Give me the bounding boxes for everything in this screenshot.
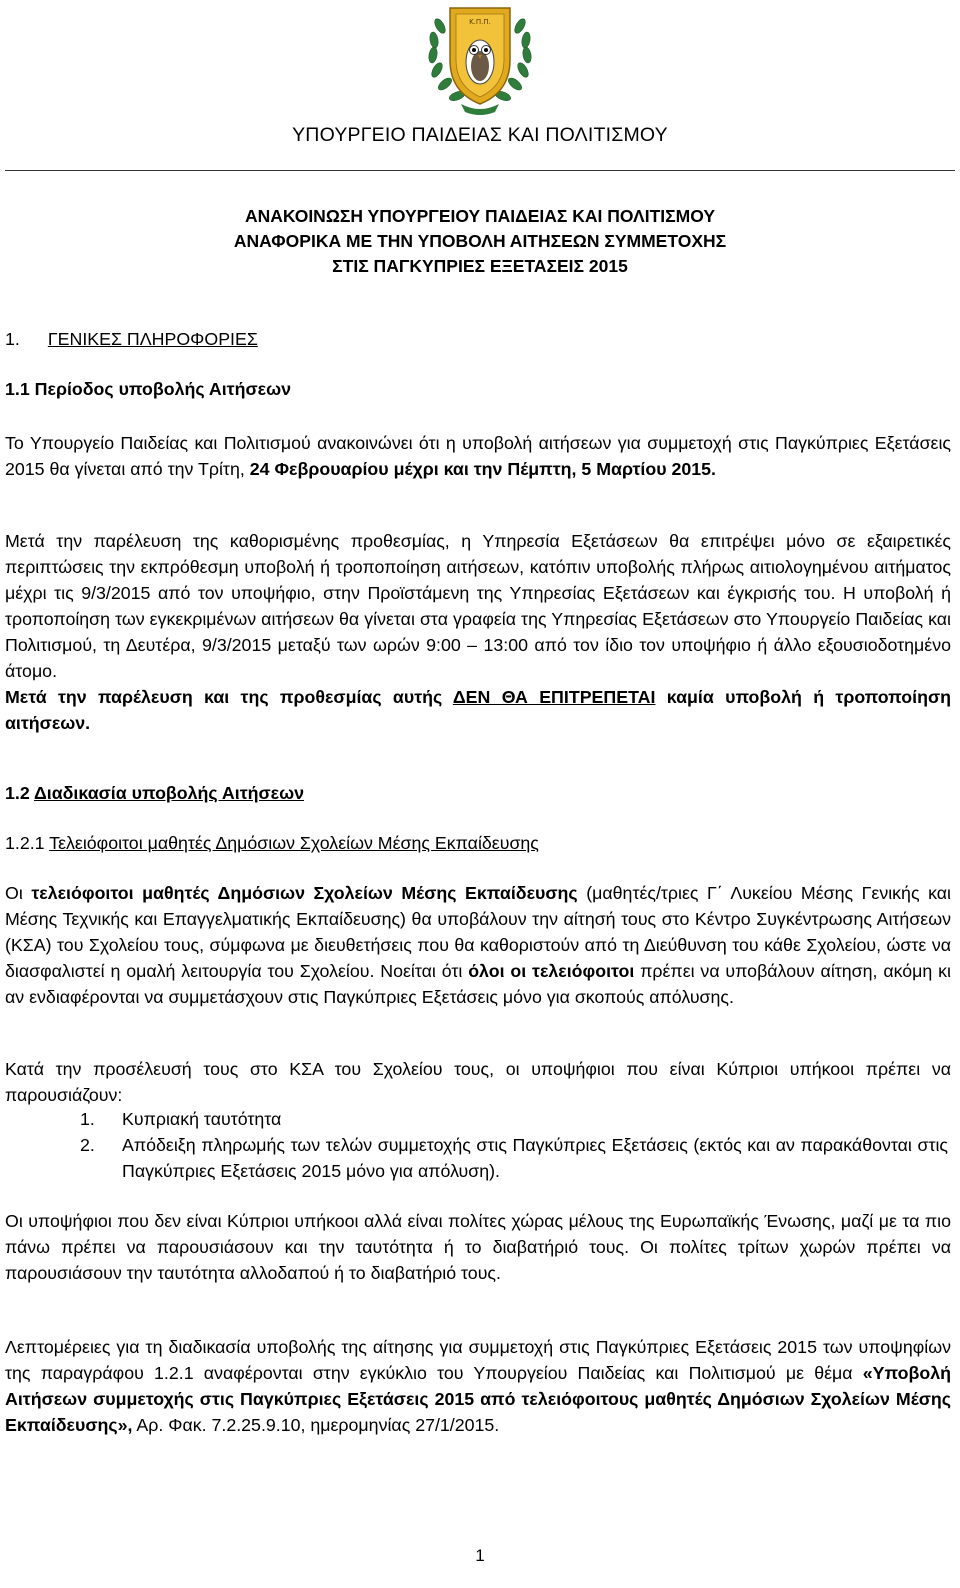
graduates-bold-b: όλοι οι τελειόφοιτοι bbox=[468, 961, 635, 981]
header-divider bbox=[5, 170, 955, 171]
graduates-bold-a: τελειόφοιτοι μαθητές Δημόσιων Σχολείων Μέσης Εκπαίδευσης bbox=[31, 883, 578, 903]
subsection-1-2-heading bbox=[5, 780, 951, 806]
paragraph-documents: Κατά την προσέλευσή τους στο ΚΣΑ του Σχολείου τους, οι υποψήφιοι που είναι Κύπριοι υπήκοοι πρέπει να παρουσιάζουν: bbox=[5, 1059, 951, 1105]
subsection-1-2-1-title: Τελειόφοιτοι μαθητές Δημόσιων Σχολείων Μέσης Εκπαίδευσης bbox=[49, 833, 539, 853]
section-1-number: 1. bbox=[5, 329, 20, 349]
subsection-1-2-1-number: 1.2.1 bbox=[5, 833, 50, 853]
paragraph-eu-citizens: Οι υποψήφιοι που δεν είναι Κύπριοι υπήκοοι αλλά είναι πολίτες χώρας μέλους της Ευρωπαϊκής Ένωσης, μαζί με τα πιο πάνω πρέπει να παρουσιάσουν και την ταυτότητα ή το διαβατήριό τους. Οι πολίτες τρίτων χωρών πρέπει να παρουσιάσουν την ταυτότητα αλλοδαπού ή το διαβατήριό τους. bbox=[5, 1211, 951, 1283]
title-line-2: ΑΝΑΦΟΡΙΚΑ ΜΕ ΤΗΝ ΥΠΟΒΟΛΗ ΑΙΤΗΣΕΩΝ ΣΥΜΜΕΤΟΧΗΣ bbox=[233, 231, 727, 251]
paragraph-period bbox=[5, 430, 951, 482]
paragraph-graduates bbox=[5, 880, 951, 1010]
title-line-1: ΑΝΑΚΟΙΝΩΣΗ ΥΠΟΥΡΓΕΙΟΥ ΠΑΙΔΕΙΑΣ ΚΑΙ ΠΟΛΙΤΙΣΜΟΥ bbox=[244, 206, 716, 226]
page-number: 1 bbox=[475, 1546, 485, 1565]
graduates-text-a: Οι bbox=[5, 883, 32, 903]
circular-title: «Υποβολή Αιτήσεων συμμετοχής στις Παγκύπριες Εξετάσεις 2015 από τελειόφοιτους μαθητές Δημόσιων Σχολείων Μέσης Εκπαίδευσης», bbox=[5, 1363, 951, 1435]
paragraph-circular bbox=[5, 1334, 951, 1438]
circular-text-a: Λεπτομέρειες για τη διαδικασία υποβολής της αίτησης για συμμετοχή στις Παγκύπριες Εξετάσεις 2015 των υποψηφίων της παραγράφου 1.2.1 αναφέρονται στην εγκύκλιο του Υπουργείου Παιδείας και Πολιτισμού με θέμα bbox=[5, 1337, 951, 1383]
paragraph-late-submission bbox=[5, 528, 951, 736]
deadline-warning-a: Μετά την παρέλευση και της προθεσμίας αυτής bbox=[5, 687, 453, 707]
svg-text:Κ.Π.Π.: Κ.Π.Π. bbox=[469, 18, 491, 26]
paragraph-period-text: Το Υπουργείο Παιδείας και Πολιτισμού ανακοινώνει ότι η υποβολή αιτήσεων για συμμετοχή στις Παγκύπριες Εξετάσεις 2015 θα γίνεται από την Τρίτη, bbox=[5, 433, 951, 479]
ministry-emblem-icon bbox=[423, 0, 537, 118]
subsection-1-2-1-heading bbox=[5, 830, 951, 856]
section-1-title: ΓΕΝΙΚΕΣ ΠΛΗΡΟΦΟΡΙΕΣ bbox=[47, 329, 258, 349]
announcement-title bbox=[0, 204, 960, 279]
subsection-1-1-heading: 1.1 Περίοδος υποβολής Αιτήσεων bbox=[5, 379, 291, 399]
graduates-text-b: (μαθητές/τριες Γ΄ Λυκείου Μέσης Γενικής και Μέσης Τεχνικής και Επαγγελματικής Εκπαίδευσης) θα υποβάλουν την αίτησή τους στο Κέντρο Συγκέντρωσης Αιτήσεων (ΚΣΑ) του Σχολείου τους, σύμφωνα με διευθετήσεις που θα καθοριστούν από τη Διεύθυνση του κάθε Σχολείου, ώστε να διασφαλιστεί η ομαλή λειτουργία του Σχολείου. Νοείται ότι bbox=[5, 883, 951, 981]
list-item-2-number: 2. bbox=[80, 1135, 95, 1155]
graduates-text-c: πρέπει να υποβάλουν αίτηση, ακόμη κι αν ενδιαφέρονται να συμμετάσχουν στις Παγκύπριες Εξετάσεις μόνο για σκοπούς απόλυσης. bbox=[5, 961, 951, 1007]
list-item-2-text: Απόδειξη πληρωμής των τελών συμμετοχής στις Παγκύπριες Εξετάσεις (εκτός και αν παρακάθονται στις Παγκύπριες Εξετάσεις 2015 μόνο για απόλυση). bbox=[122, 1135, 948, 1181]
list-item-1-number: 1. bbox=[80, 1109, 95, 1129]
circular-text-b: Αρ. Φακ. 7.2.25.9.10, ημερομηνίας 27/1/2015. bbox=[132, 1415, 500, 1435]
paragraph-late-submission-text: Μετά την παρέλευση της καθορισμένης προθεσμίας, η Υπηρεσία Εξετάσεων θα επιτρέψει μόνο σε εξαιρετικές περιπτώσεις την εκπρόθεσμη υποβολή ή τροποποίηση αιτήσεων, κατόπιν υποβολής πλήρως αιτιολογημένου αιτήματος μέχρι τις 9/3/2015 από τον υποψήφιο, στην Προϊστάμενη της Υπηρεσίας Εξετάσεων και έγκρισής του. Η υποβολή ή τροποποίηση των εγκεκριμένων αιτήσεων θα γίνεται στα γραφεία της Υπηρεσίας Εξετάσεων στο Υπουργείο Παιδείας και Πολιτισμού, τη Δευτέρα, 9/3/2015 μεταξύ των ωρών 9:00 – 13:00 από τον ίδιο τον υποψήφιο ή άλλο εξουσιοδοτημένο άτομο. bbox=[5, 531, 951, 681]
paragraph-period-dates: 24 Φεβρουαρίου μέχρι και την Πέμπτη, 5 Μαρτίου 2015. bbox=[249, 459, 716, 479]
deadline-warning-emphasis: ΔΕΝ ΘΑ ΕΠΙΤΡΕΠΕΤΑΙ bbox=[452, 687, 656, 707]
title-line-3: ΣΤΙΣ ΠΑΓΚΥΠΡΙΕΣ ΕΞΕΤΑΣΕΙΣ 2015 bbox=[332, 256, 628, 276]
subsection-1-2-number: 1.2 bbox=[5, 783, 34, 803]
ministry-name: ΥΠΟΥΡΓΕΙΟ ΠΑΙΔΕΙΑΣ ΚΑΙ ΠΟΛΙΤΙΣΜΟΥ bbox=[292, 124, 668, 146]
deadline-warning-b: καμία υποβολή ή τροποποίηση αιτήσεων. bbox=[5, 687, 951, 733]
subsection-1-2-title: Διαδικασία υποβολής Αιτήσεων bbox=[34, 783, 305, 803]
section-1-heading bbox=[5, 326, 951, 352]
list-item-1-text: Κυπριακή ταυτότητα bbox=[122, 1109, 282, 1129]
